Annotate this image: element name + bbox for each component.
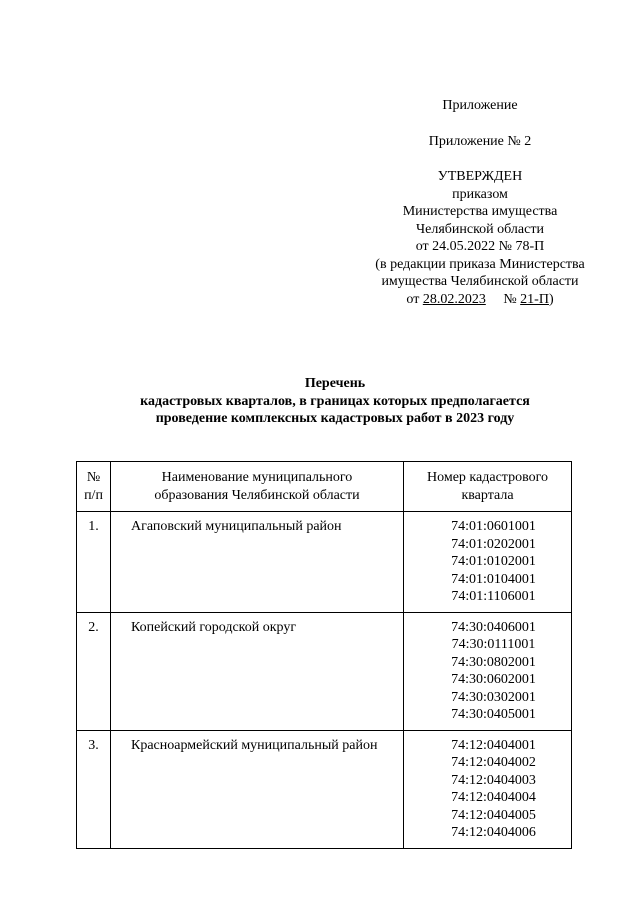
cadastral-quarters-list	[404, 730, 572, 848]
cadastral-quarter: 74:12:0404002	[451, 755, 536, 770]
title-line-3: проведение комплексных кадастровых работ в 2023 году	[155, 411, 515, 426]
cadastral-quarter: 74:30:0406001	[451, 619, 536, 635]
row-number: 3.	[77, 730, 111, 848]
cadastral-quarter: 74:12:0404003	[451, 772, 536, 788]
title-line-1: Перечень	[304, 376, 366, 391]
municipality-name: Копейский городской округ	[111, 612, 404, 730]
edition-close: )	[548, 291, 554, 307]
cadastral-quarter: 74:12:0404005	[451, 807, 536, 823]
ministry-name: Министерства имущества	[402, 204, 558, 219]
edition-from: от	[406, 291, 420, 307]
appendix-number: Приложение № 2	[428, 133, 532, 149]
header-cad-line-1: Номер кадастрового	[427, 470, 548, 485]
cadastral-quarter: 74:30:0111001	[451, 637, 536, 652]
edition-line-1: (в редакции приказа Министерства	[375, 256, 585, 272]
municipality-name: Красноармейский муниципальный район	[111, 730, 404, 848]
cadastral-quarter: 74:01:0202001	[451, 536, 536, 552]
header-num-cell	[77, 462, 111, 512]
cadastral-quarter: 74:01:0601001	[451, 519, 536, 534]
edition-line-3	[360, 291, 600, 309]
row-number: 2.	[77, 612, 111, 730]
cadastral-quarter: 74:12:0404006	[451, 825, 536, 840]
approval-header	[360, 97, 600, 308]
table-row	[77, 512, 572, 613]
header-name-cell	[111, 462, 404, 512]
header-name-line-1: Наименование муниципального	[161, 470, 353, 485]
cadastral-quarter: 74:30:0602001	[451, 672, 536, 687]
table-row	[77, 612, 572, 730]
region-name: Челябинской области	[416, 221, 544, 237]
edition-number: 21-П	[520, 291, 549, 307]
cadastral-quarter: 74:12:0404004	[451, 790, 536, 805]
municipality-name: Агаповский муниципальный район	[111, 512, 404, 613]
cadastral-quarter: 74:30:0302001	[451, 689, 536, 705]
table-header-row	[77, 462, 572, 512]
edition-date: 28.02.2023	[422, 291, 486, 307]
cadastral-quarter: 74:01:0104001	[451, 571, 536, 587]
header-num-line-1: №	[86, 470, 101, 485]
appendix-label: Приложение	[442, 98, 518, 113]
cadastral-quarter: 74:01:0102001	[451, 554, 536, 569]
cadastral-quarter: 74:30:0802001	[451, 654, 536, 670]
cadastral-quarters-list	[404, 512, 572, 613]
header-cad-cell	[404, 462, 572, 512]
document-title	[80, 375, 590, 428]
by-order-label: приказом	[452, 186, 508, 202]
edition-number-sign: №	[503, 291, 517, 307]
cadastral-quarters-table	[76, 461, 572, 849]
cadastral-quarter: 74:30:0405001	[451, 707, 536, 722]
header-cad-line-2: квартала	[461, 487, 514, 503]
cadastral-quarters-list	[404, 612, 572, 730]
title-line-2: кадастровых кварталов, в границах которых предполагается	[140, 393, 530, 409]
header-name-line-2: образования Челябинской области	[154, 487, 360, 503]
approved-label: УТВЕРЖДЕН	[437, 169, 523, 184]
edition-line-2: имущества Челябинской области	[381, 274, 579, 289]
row-number: 1.	[77, 512, 111, 613]
cadastral-quarter: 74:01:1106001	[451, 589, 536, 604]
header-num-line-2: п/п	[84, 487, 103, 503]
cadastral-quarter: 74:12:0404001	[451, 737, 536, 753]
table-row	[77, 730, 572, 848]
order-date-number: от 24.05.2022 № 78-П	[415, 239, 545, 254]
